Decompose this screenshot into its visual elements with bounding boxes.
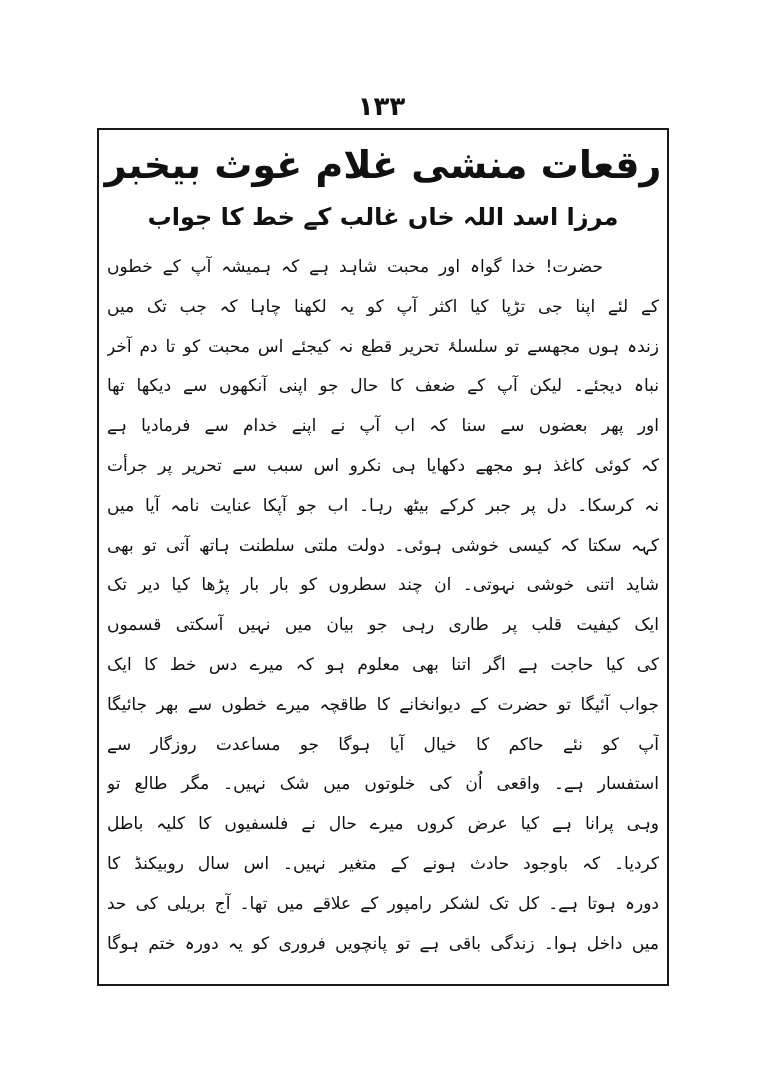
body-line: استفسار ہے۔ واقعی اُن کی خلوتوں میں شک نہیں۔ مگر طالع تو [107,774,659,795]
body-line: کردیا۔ کہ باوجود حادث ہونے کے متغیر نہیں۔ اس سال روبیکنڈ کا [107,853,659,874]
letter-subtitle: مرزا اسد اللہ خاں غالب کے خط کا جواب [147,203,619,231]
body-line: کے لئے اپنا جی تڑپا کیا اکثر آپ کو یہ لکھنا چاہا کہ جب تک میں [107,296,659,317]
body-line: جواب آئیگا تو حضرت کے دیوانخانے کا طاقچہ میرے خطوں سے بھر جائیگا [107,694,659,715]
body-line: نہ کرسکا۔ دل پر جبر کرکے بیٹھ رہا۔ اب جو آپکا عنایت نامہ آیا میں [107,495,659,516]
body-line: کہہ سکتا کہ کیسی خوشی ہوئی۔ دولت ملتی سلطنت ہاتھ آتی تو بھی [107,535,659,556]
body-line: کی کیا حاجت ہے اگر اتنا بھی معلوم ہو کہ میرے دس خط کا ایک [107,654,659,675]
body-line: اور پھر بعضوں سے سنا کہ اب آپ نے اپنے خدام سے فرمادیا ہے [107,416,659,437]
page-number: ۱۳۳ [357,92,406,122]
body-line: زندہ ہوں مجھسے تو سلسلۂ تحریر قطع نہ کیجئے اس محبت کو تا دم آخر [107,336,659,357]
body-line: ایک کیفیت قلب پر طاری رہی جو بیان میں نہیں آسکتی قسموں [107,615,659,636]
body-line: آپ کو نئے حاکم کا خیال آیا ہوگا جو مساعدت روزگار سے [107,734,659,755]
body-line: میں داخل ہوا۔ زندگی باقی ہے تو پانچویں فروری کو یہ دورہ ختم ہوگا [107,933,659,954]
body-line: دورہ ہوتا ہے۔ کل تک لشکر رامپور کے علاقے میں تھا۔ آج بریلی کی حد [107,893,659,914]
body-line: حضرت! خدا گواہ اور محبت شاہد ہے کہ ہمیشہ آپ کے خطوں [107,257,603,277]
body-line: کہ کوئی کاغذ ہو مجھے دکھایا ہی نکرو اس سبب سے تحریر پر جرأت [107,455,659,476]
letter-body [107,248,659,964]
letter-frame [97,128,669,986]
body-line: وہی پرانا ہے کیا عرض کروں میرے حال نے فلسفیوں کا کلیہ باطل [107,814,659,835]
body-line: شاید اتنی خوشی نہوتی۔ ان چند سطروں کو بار بار پڑھا کیا دیر تک [107,575,659,596]
letter-title: رقعات منشی غلام غوث بیخبر [104,143,662,187]
body-line: نباہ دیجئے۔ لیکن آپ کے ضعف کا حال جو اپنی آنکھوں سے دیکھا تھا [107,376,659,397]
